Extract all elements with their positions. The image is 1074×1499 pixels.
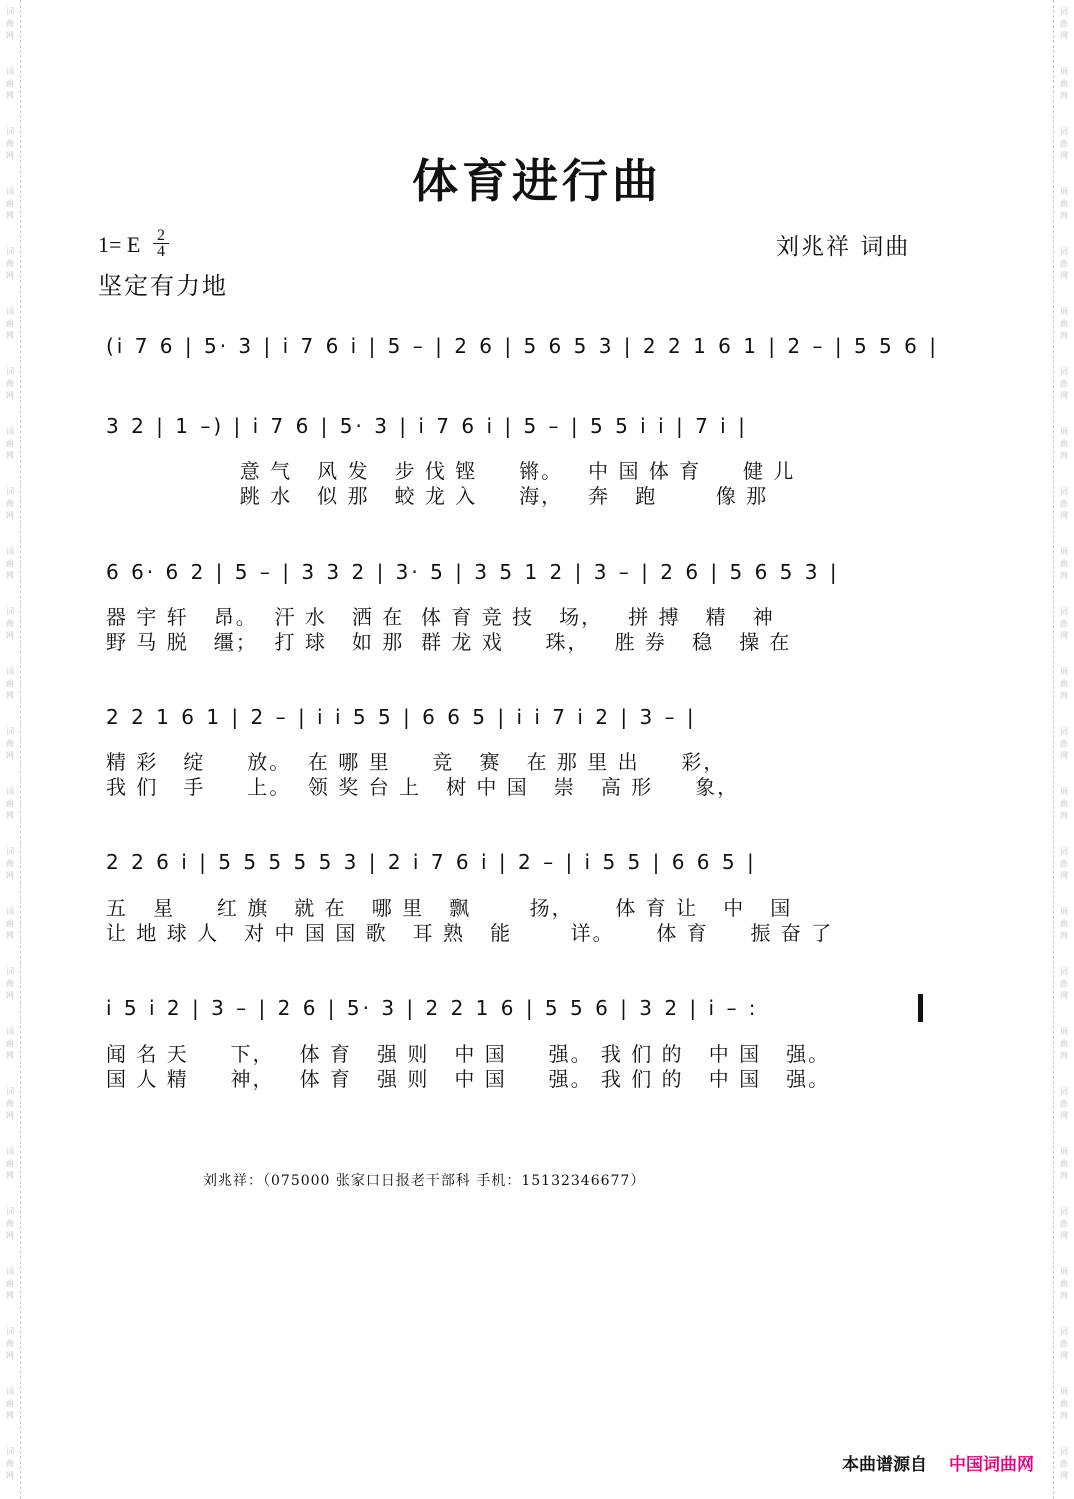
watermark-text: 词 曲 网 bbox=[6, 1387, 14, 1420]
watermark-text: 词 曲 网 bbox=[6, 187, 14, 220]
watermark-text: 词 曲 网 bbox=[1060, 487, 1068, 520]
notation-row-6: i 5 i 2 | 3 – | 2 6 | 5· 3 | 2 2 1 6 | 5 5 6 | 3 2 | i – : bbox=[106, 996, 759, 1020]
lyric-row-4-verse-1: 精 彩 绽 放。 在 哪 里 竞 赛 在 那 里 出 彩， bbox=[106, 750, 726, 774]
watermark-text: 词 曲 网 bbox=[6, 367, 14, 400]
lyric-row-4-verse-2: 我 们 手 上。 领 奖 台 上 树 中 国 崇 高 形 象， bbox=[106, 775, 740, 799]
key-signature: 1= E bbox=[98, 232, 141, 257]
watermark-text: 词 曲 网 bbox=[1060, 607, 1068, 640]
right-watermark-strip bbox=[1053, 0, 1074, 1499]
watermark-text: 词 曲 网 bbox=[1060, 1027, 1068, 1060]
watermark-text: 词 曲 网 bbox=[6, 907, 14, 940]
lyric-row-3-verse-1: 器 宇 轩 昂。 汗 水 洒 在 体 育 竞 技 场， 拼 搏 精 神 bbox=[106, 605, 775, 629]
source-brand-link[interactable]: 中国词曲网 bbox=[949, 1455, 1034, 1475]
left-watermark-strip bbox=[0, 0, 21, 1499]
notation-row-4: 2 2 1 6 1 | 2 – | i i 5 5 | 6 6 5 | i i 7 i 2 | 3 – | bbox=[106, 705, 697, 729]
watermark-text: 词 曲 网 bbox=[6, 847, 14, 880]
watermark-text: 词 曲 网 bbox=[1060, 847, 1068, 880]
watermark-text: 词 曲 网 bbox=[1060, 247, 1068, 280]
watermark-text: 词 曲 网 bbox=[1060, 1387, 1068, 1420]
source-credit bbox=[842, 1450, 1034, 1475]
watermark-text: 词 曲 网 bbox=[1060, 187, 1068, 220]
watermark-text: 词 曲 网 bbox=[1060, 427, 1068, 460]
lyric-row-2-verse-2: 跳 水 似 那 蛟 龙 入 海， 奔 跑 像 那 bbox=[106, 484, 769, 508]
notation-row-1: (i 7 6 | 5· 3 | i 7 6 i | 5 – | 2 6 | 5 6 5 3 | 2 2 1 6 1 | 2 – | 5 5 6 | bbox=[106, 334, 939, 358]
watermark-text: 词 曲 网 bbox=[6, 607, 14, 640]
time-signature-bottom: 4 bbox=[157, 243, 165, 260]
watermark-text: 词 曲 网 bbox=[6, 127, 14, 160]
watermark-text: 词 曲 网 bbox=[1060, 907, 1068, 940]
watermark-text: 词 曲 网 bbox=[6, 1027, 14, 1060]
watermark-text: 词 曲 网 bbox=[6, 1207, 14, 1240]
watermark-text: 词 曲 网 bbox=[1060, 667, 1068, 700]
notation-row-5: 2 2 6 i | 5 5 5 5 5 3 | 2 i 7 6 i | 2 – | i 5 5 | 6 6 5 | bbox=[106, 850, 757, 874]
lyric-row-6-verse-1: 闻 名 天 下， 体 育 强 则 中 国 强。 我 们 的 中 国 强。 bbox=[106, 1042, 831, 1066]
watermark-text: 词 曲 网 bbox=[1060, 727, 1068, 760]
lyric-row-6-verse-2: 国 人 精 神， 体 育 强 则 中 国 强。 我 们 的 中 国 强。 bbox=[106, 1067, 831, 1091]
watermark-text: 词 曲 网 bbox=[1060, 367, 1068, 400]
watermark-text: 词 曲 网 bbox=[6, 307, 14, 340]
watermark-text: 词 曲 网 bbox=[1060, 787, 1068, 820]
watermark-text: 词 曲 网 bbox=[1060, 7, 1068, 40]
watermark-text: 词 曲 网 bbox=[6, 487, 14, 520]
watermark-text: 词 曲 网 bbox=[6, 727, 14, 760]
lyric-row-3-verse-2: 野 马 脱 缰； 打 球 如 那 群 龙 戏 珠， 胜 券 稳 操 在 bbox=[106, 630, 792, 654]
watermark-text: 词 曲 网 bbox=[1060, 1207, 1068, 1240]
watermark-text: 词 曲 网 bbox=[1060, 127, 1068, 160]
watermark-text: 词 曲 网 bbox=[1060, 1147, 1068, 1180]
watermark-text: 词 曲 网 bbox=[1060, 967, 1068, 1000]
watermark-text: 词 曲 网 bbox=[1060, 1327, 1068, 1360]
watermark-text: 词 曲 网 bbox=[1060, 1447, 1068, 1480]
contact-footer: 刘兆祥：（075000 张家口日报老干部科 手机：15132346677） bbox=[203, 1173, 646, 1189]
author-credit: 刘兆祥 词曲 bbox=[776, 234, 911, 260]
watermark-text: 词 曲 网 bbox=[6, 67, 14, 100]
watermark-text: 词 曲 网 bbox=[6, 1447, 14, 1480]
lyric-row-2-verse-1: 意 气 风 发 步 伐 铿 锵。 中 国 体 育 健 儿 bbox=[106, 459, 796, 483]
watermark-text: 词 曲 网 bbox=[6, 967, 14, 1000]
watermark-text: 词 曲 网 bbox=[1060, 1267, 1068, 1300]
lyric-row-5-verse-2: 让 地 球 人 对 中 国 国 歌 耳 熟 能 详。 体 育 振 奋 了 bbox=[106, 921, 834, 945]
watermark-text: 词 曲 网 bbox=[6, 427, 14, 460]
lyric-row-5-verse-1: 五 星 红 旗 就 在 哪 里 飘 扬， 体 育 让 中 国 bbox=[106, 896, 793, 920]
watermark-text: 词 曲 网 bbox=[1060, 307, 1068, 340]
notation-row-2: 3 2 | 1 –) | i 7 6 | 5· 3 | i 7 6 i | 5 – | 5 5 i i | 7 i | bbox=[106, 414, 748, 438]
final-repeat-barline bbox=[918, 994, 923, 1022]
watermark-text: 词 曲 网 bbox=[6, 1147, 14, 1180]
watermark-text: 词 曲 网 bbox=[6, 7, 14, 40]
time-signature bbox=[153, 228, 169, 259]
time-signature-top: 2 bbox=[153, 228, 169, 244]
song-title: 体育进行曲 bbox=[412, 154, 662, 208]
watermark-text: 词 曲 网 bbox=[6, 1327, 14, 1360]
watermark-text: 词 曲 网 bbox=[6, 1087, 14, 1120]
watermark-text: 词 曲 网 bbox=[6, 667, 14, 700]
watermark-text: 词 曲 网 bbox=[6, 1267, 14, 1300]
tempo-marking: 坚定有力地 bbox=[98, 272, 228, 300]
watermark-text: 词 曲 网 bbox=[6, 547, 14, 580]
source-label: 本曲谱源自 bbox=[842, 1455, 927, 1475]
watermark-text: 词 曲 网 bbox=[1060, 1087, 1068, 1120]
notation-row-3: 6 6· 6 2 | 5 – | 3 3 2 | 3· 5 | 3 5 1 2 | 3 – | 2 6 | 5 6 5 3 | bbox=[106, 560, 840, 584]
watermark-text: 词 曲 网 bbox=[6, 247, 14, 280]
watermark-text: 词 曲 网 bbox=[6, 787, 14, 820]
watermark-text: 词 曲 网 bbox=[1060, 547, 1068, 580]
watermark-text: 词 曲 网 bbox=[1060, 67, 1068, 100]
